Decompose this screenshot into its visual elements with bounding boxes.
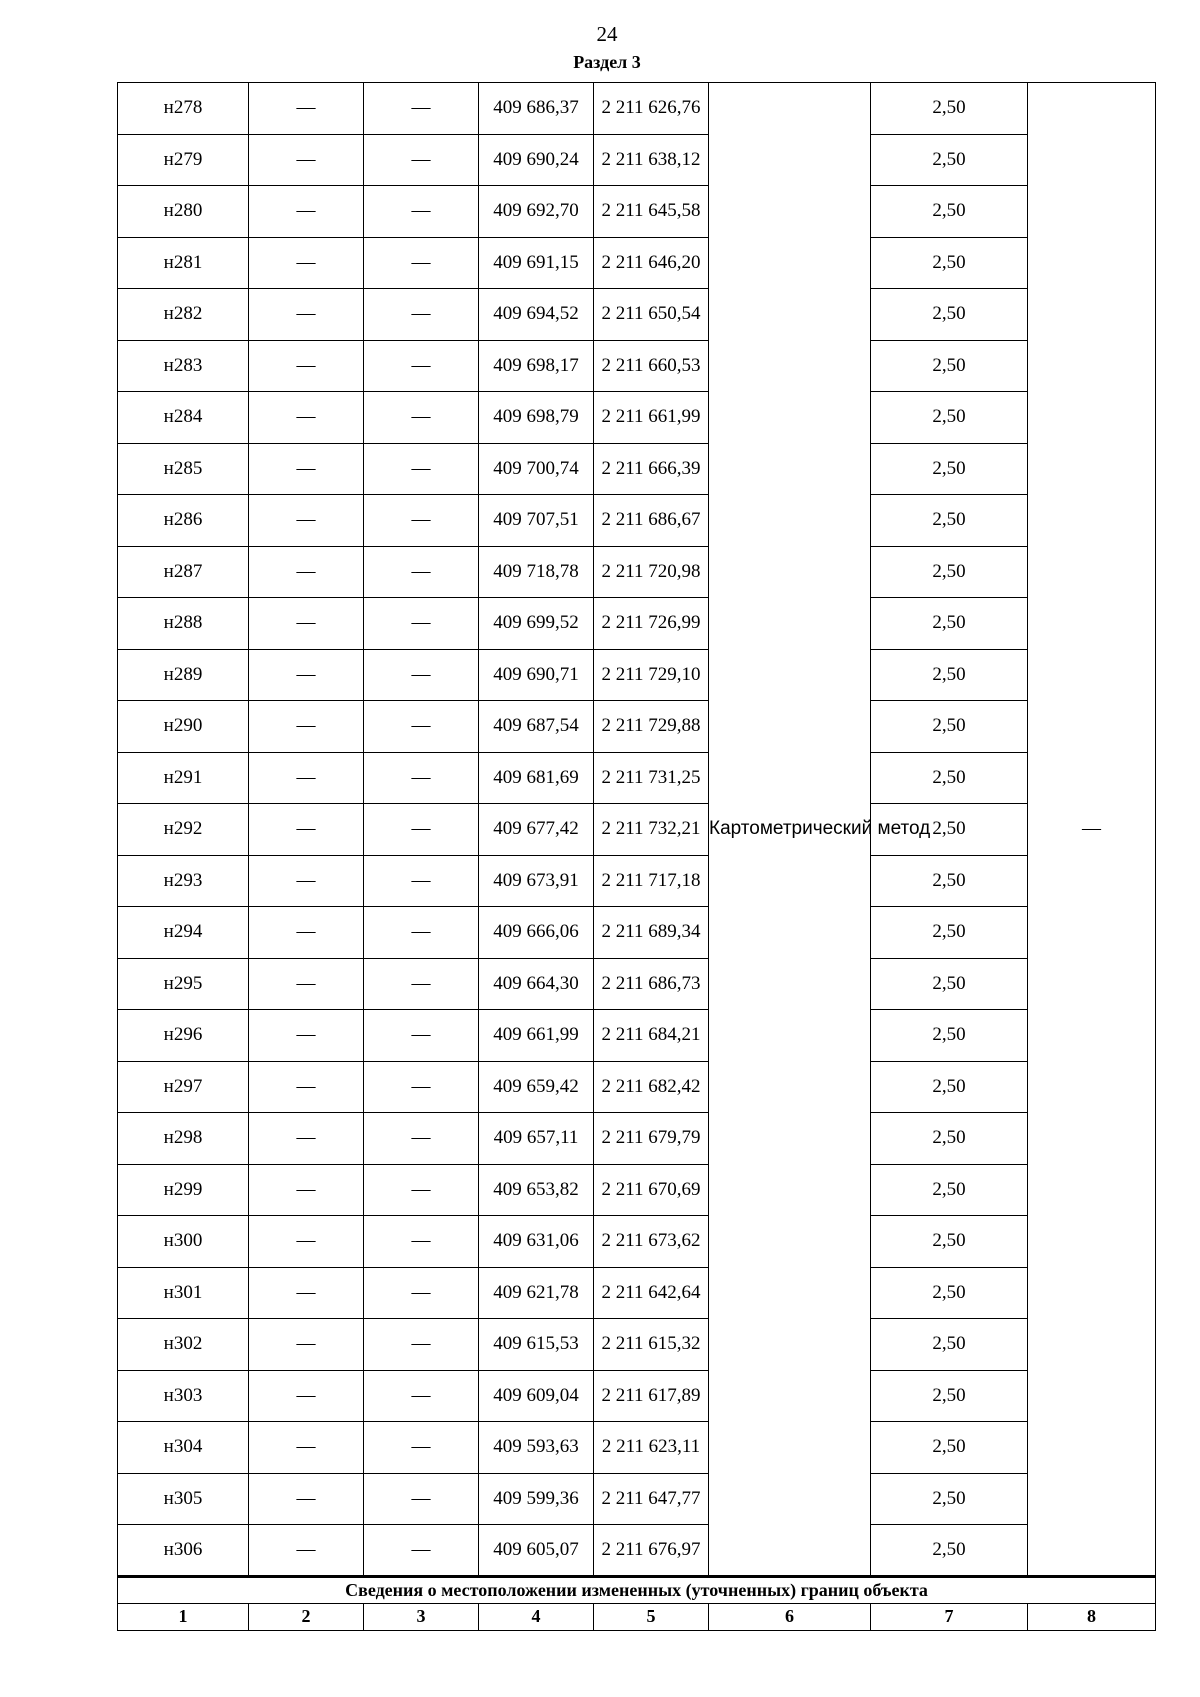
accuracy-cell: 2,50 [871, 134, 1028, 186]
accuracy-cell: 2,50 [871, 1061, 1028, 1113]
x-coordinate-cell: 409 657,11 [479, 1113, 594, 1165]
y-coordinate-cell: 2 211 726,99 [594, 598, 709, 650]
x-coordinate-cell: 409 673,91 [479, 855, 594, 907]
col3-cell: — [364, 1473, 479, 1525]
col3-cell: — [364, 443, 479, 495]
table-row [118, 1010, 1156, 1062]
column-number-cell: 1 [118, 1603, 249, 1630]
point-cell: н306 [118, 1525, 249, 1577]
column-number-cell: 2 [249, 1603, 364, 1630]
point-cell: н282 [118, 289, 249, 341]
table-row [118, 958, 1156, 1010]
x-coordinate-cell: 409 661,99 [479, 1010, 594, 1062]
col2-cell: — [249, 1113, 364, 1165]
point-cell: н287 [118, 546, 249, 598]
column-number-cell: 3 [364, 1603, 479, 1630]
col3-cell: — [364, 1525, 479, 1577]
accuracy-cell: 2,50 [871, 340, 1028, 392]
column-number-cell: 5 [594, 1603, 709, 1630]
x-coordinate-cell: 409 664,30 [479, 958, 594, 1010]
col3-cell: — [364, 701, 479, 753]
col2-cell: — [249, 289, 364, 341]
y-coordinate-cell: 2 211 615,32 [594, 1319, 709, 1371]
table-row [118, 1525, 1156, 1577]
accuracy-cell: 2,50 [871, 1010, 1028, 1062]
col3-cell: — [364, 1422, 479, 1474]
coordinates-table-body [118, 83, 1156, 1577]
col2-cell: — [249, 701, 364, 753]
y-coordinate-cell: 2 211 666,39 [594, 443, 709, 495]
accuracy-cell: 2,50 [871, 443, 1028, 495]
accuracy-cell: 2,50 [871, 289, 1028, 341]
col2-cell: — [249, 1319, 364, 1371]
point-cell: н292 [118, 804, 249, 856]
table-row [118, 546, 1156, 598]
page-number: 24 [596, 22, 618, 46]
y-coordinate-cell: 2 211 732,21 [594, 804, 709, 856]
table-row [118, 907, 1156, 959]
table-row [118, 855, 1156, 907]
col3-cell: — [364, 752, 479, 804]
x-coordinate-cell: 409 690,24 [479, 134, 594, 186]
accuracy-cell: 2,50 [871, 1370, 1028, 1422]
col2-cell: — [249, 1473, 364, 1525]
col3-cell: — [364, 804, 479, 856]
point-cell: н305 [118, 1473, 249, 1525]
col3-cell: — [364, 598, 479, 650]
accuracy-cell: 2,50 [871, 392, 1028, 444]
accuracy-cell: 2,50 [871, 701, 1028, 753]
table-row [118, 1370, 1156, 1422]
col3-cell: — [364, 1267, 479, 1319]
table-row [118, 598, 1156, 650]
info-heading: Сведения о местоположении измененных (уточненных) границ объекта [118, 1576, 1156, 1603]
column-number-cell: 7 [871, 1603, 1028, 1630]
table-row [118, 237, 1156, 289]
col3-cell: — [364, 340, 479, 392]
point-cell: н289 [118, 649, 249, 701]
table-row [118, 1473, 1156, 1525]
col3-cell: — [364, 289, 479, 341]
x-coordinate-cell: 409 677,42 [479, 804, 594, 856]
column-number-cell: 6 [709, 1603, 871, 1630]
col3-cell: — [364, 907, 479, 959]
point-cell: н298 [118, 1113, 249, 1165]
accuracy-cell: 2,50 [871, 1216, 1028, 1268]
col3-cell: — [364, 1113, 479, 1165]
accuracy-cell: 2,50 [871, 752, 1028, 804]
column-8-cell: — [1028, 83, 1156, 1577]
y-coordinate-cell: 2 211 642,64 [594, 1267, 709, 1319]
x-coordinate-cell: 409 692,70 [479, 186, 594, 238]
y-coordinate-cell: 2 211 731,25 [594, 752, 709, 804]
point-cell: н294 [118, 907, 249, 959]
y-coordinate-cell: 2 211 646,20 [594, 237, 709, 289]
col2-cell: — [249, 83, 364, 135]
point-cell: н296 [118, 1010, 249, 1062]
col3-cell: — [364, 134, 479, 186]
col2-cell: — [249, 134, 364, 186]
table-row [118, 392, 1156, 444]
x-coordinate-cell: 409 681,69 [479, 752, 594, 804]
col3-cell: — [364, 83, 479, 135]
accuracy-cell: 2,50 [871, 855, 1028, 907]
table-row [118, 1267, 1156, 1319]
col2-cell: — [249, 392, 364, 444]
table-row [118, 1164, 1156, 1216]
point-cell: н303 [118, 1370, 249, 1422]
col2-cell: — [249, 1370, 364, 1422]
y-coordinate-cell: 2 211 729,10 [594, 649, 709, 701]
accuracy-cell: 2,50 [871, 186, 1028, 238]
y-coordinate-cell: 2 211 684,21 [594, 1010, 709, 1062]
col3-cell: — [364, 1216, 479, 1268]
x-coordinate-cell: 409 698,17 [479, 340, 594, 392]
col2-cell: — [249, 649, 364, 701]
accuracy-cell: 2,50 [871, 1164, 1028, 1216]
col2-cell: — [249, 186, 364, 238]
point-cell: н286 [118, 495, 249, 547]
point-cell: н280 [118, 186, 249, 238]
y-coordinate-cell: 2 211 689,34 [594, 907, 709, 959]
x-coordinate-cell: 409 687,54 [479, 701, 594, 753]
point-cell: н297 [118, 1061, 249, 1113]
accuracy-cell: 2,50 [871, 546, 1028, 598]
x-coordinate-cell: 409 699,52 [479, 598, 594, 650]
col3-cell: — [364, 392, 479, 444]
y-coordinate-cell: 2 211 717,18 [594, 855, 709, 907]
table-row [118, 443, 1156, 495]
accuracy-cell: 2,50 [871, 958, 1028, 1010]
y-coordinate-cell: 2 211 679,79 [594, 1113, 709, 1165]
y-coordinate-cell: 2 211 720,98 [594, 546, 709, 598]
point-cell: н291 [118, 752, 249, 804]
col2-cell: — [249, 546, 364, 598]
col3-cell: — [364, 186, 479, 238]
accuracy-cell: 2,50 [871, 1422, 1028, 1474]
accuracy-cell: 2,50 [871, 1319, 1028, 1371]
y-coordinate-cell: 2 211 626,76 [594, 83, 709, 135]
col3-cell: — [364, 1319, 479, 1371]
accuracy-cell: 2,50 [871, 83, 1028, 135]
table-row [118, 1061, 1156, 1113]
point-cell: н301 [118, 1267, 249, 1319]
point-cell: н285 [118, 443, 249, 495]
table-row [118, 1422, 1156, 1474]
col3-cell: — [364, 495, 479, 547]
x-coordinate-cell: 409 691,15 [479, 237, 594, 289]
point-cell: н302 [118, 1319, 249, 1371]
col2-cell: — [249, 1164, 364, 1216]
col2-cell: — [249, 1216, 364, 1268]
x-coordinate-cell: 409 593,63 [479, 1422, 594, 1474]
accuracy-cell: 2,50 [871, 1267, 1028, 1319]
point-cell: н299 [118, 1164, 249, 1216]
col3-cell: — [364, 237, 479, 289]
point-cell: н304 [118, 1422, 249, 1474]
point-cell: н300 [118, 1216, 249, 1268]
col2-cell: — [249, 1422, 364, 1474]
y-coordinate-cell: 2 211 673,62 [594, 1216, 709, 1268]
accuracy-cell: 2,50 [871, 907, 1028, 959]
x-coordinate-cell: 409 686,37 [479, 83, 594, 135]
col2-cell: — [249, 752, 364, 804]
table-row [118, 340, 1156, 392]
col3-cell: — [364, 958, 479, 1010]
x-coordinate-cell: 409 690,71 [479, 649, 594, 701]
col2-cell: — [249, 1061, 364, 1113]
column-number-row [118, 1603, 1156, 1630]
col2-cell: — [249, 598, 364, 650]
table-row [118, 649, 1156, 701]
column-number-cell: 4 [479, 1603, 594, 1630]
col3-cell: — [364, 1370, 479, 1422]
accuracy-cell: 2,50 [871, 1113, 1028, 1165]
table-row [118, 1216, 1156, 1268]
accuracy-cell: 2,50 [871, 1473, 1028, 1525]
table-row [118, 701, 1156, 753]
accuracy-cell: 2,50 [871, 237, 1028, 289]
table-row [118, 1113, 1156, 1165]
table-row [118, 83, 1156, 135]
col2-cell: — [249, 237, 364, 289]
point-cell: н279 [118, 134, 249, 186]
point-cell: н281 [118, 237, 249, 289]
accuracy-cell: 2,50 [871, 598, 1028, 650]
y-coordinate-cell: 2 211 670,69 [594, 1164, 709, 1216]
y-coordinate-cell: 2 211 661,99 [594, 392, 709, 444]
x-coordinate-cell: 409 694,52 [479, 289, 594, 341]
y-coordinate-cell: 2 211 676,97 [594, 1525, 709, 1577]
method-cell: Картометрический метод [709, 83, 871, 1577]
x-coordinate-cell: 409 653,82 [479, 1164, 594, 1216]
col3-cell: — [364, 1164, 479, 1216]
x-coordinate-cell: 409 599,36 [479, 1473, 594, 1525]
y-coordinate-cell: 2 211 647,77 [594, 1473, 709, 1525]
col2-cell: — [249, 1267, 364, 1319]
y-coordinate-cell: 2 211 660,53 [594, 340, 709, 392]
table-row [118, 1319, 1156, 1371]
x-coordinate-cell: 409 666,06 [479, 907, 594, 959]
y-coordinate-cell: 2 211 686,73 [594, 958, 709, 1010]
col2-cell: — [249, 1010, 364, 1062]
point-cell: н293 [118, 855, 249, 907]
point-cell: н278 [118, 83, 249, 135]
col2-cell: — [249, 804, 364, 856]
point-cell: н284 [118, 392, 249, 444]
col3-cell: — [364, 1061, 479, 1113]
x-coordinate-cell: 409 707,51 [479, 495, 594, 547]
y-coordinate-cell: 2 211 617,89 [594, 1370, 709, 1422]
table-row [118, 804, 1156, 856]
table-row [118, 134, 1156, 186]
point-cell: н288 [118, 598, 249, 650]
x-coordinate-cell: 409 700,74 [479, 443, 594, 495]
col2-cell: — [249, 443, 364, 495]
y-coordinate-cell: 2 211 682,42 [594, 1061, 709, 1113]
col3-cell: — [364, 1010, 479, 1062]
y-coordinate-cell: 2 211 623,11 [594, 1422, 709, 1474]
col2-cell: — [249, 958, 364, 1010]
coordinates-table [117, 82, 1156, 1631]
y-coordinate-cell: 2 211 650,54 [594, 289, 709, 341]
x-coordinate-cell: 409 718,78 [479, 546, 594, 598]
table-row [118, 289, 1156, 341]
table-row [118, 752, 1156, 804]
table-row [118, 495, 1156, 547]
col2-cell: — [249, 1525, 364, 1577]
x-coordinate-cell: 409 659,42 [479, 1061, 594, 1113]
col3-cell: — [364, 649, 479, 701]
x-coordinate-cell: 409 698,79 [479, 392, 594, 444]
section-title: Раздел 3 [573, 52, 641, 72]
col2-cell: — [249, 855, 364, 907]
col3-cell: — [364, 546, 479, 598]
y-coordinate-cell: 2 211 638,12 [594, 134, 709, 186]
y-coordinate-cell: 2 211 645,58 [594, 186, 709, 238]
point-cell: н290 [118, 701, 249, 753]
x-coordinate-cell: 409 605,07 [479, 1525, 594, 1577]
x-coordinate-cell: 409 631,06 [479, 1216, 594, 1268]
x-coordinate-cell: 409 609,04 [479, 1370, 594, 1422]
column-number-cell: 8 [1028, 1603, 1156, 1630]
col2-cell: — [249, 907, 364, 959]
accuracy-cell: 2,50 [871, 804, 1028, 856]
y-coordinate-cell: 2 211 729,88 [594, 701, 709, 753]
point-cell: н295 [118, 958, 249, 1010]
col3-cell: — [364, 855, 479, 907]
y-coordinate-cell: 2 211 686,67 [594, 495, 709, 547]
info-heading-row [118, 1576, 1156, 1603]
table-row [118, 186, 1156, 238]
x-coordinate-cell: 409 615,53 [479, 1319, 594, 1371]
point-cell: н283 [118, 340, 249, 392]
accuracy-cell: 2,50 [871, 649, 1028, 701]
x-coordinate-cell: 409 621,78 [479, 1267, 594, 1319]
col2-cell: — [249, 495, 364, 547]
col2-cell: — [249, 340, 364, 392]
accuracy-cell: 2,50 [871, 495, 1028, 547]
accuracy-cell: 2,50 [871, 1525, 1028, 1577]
